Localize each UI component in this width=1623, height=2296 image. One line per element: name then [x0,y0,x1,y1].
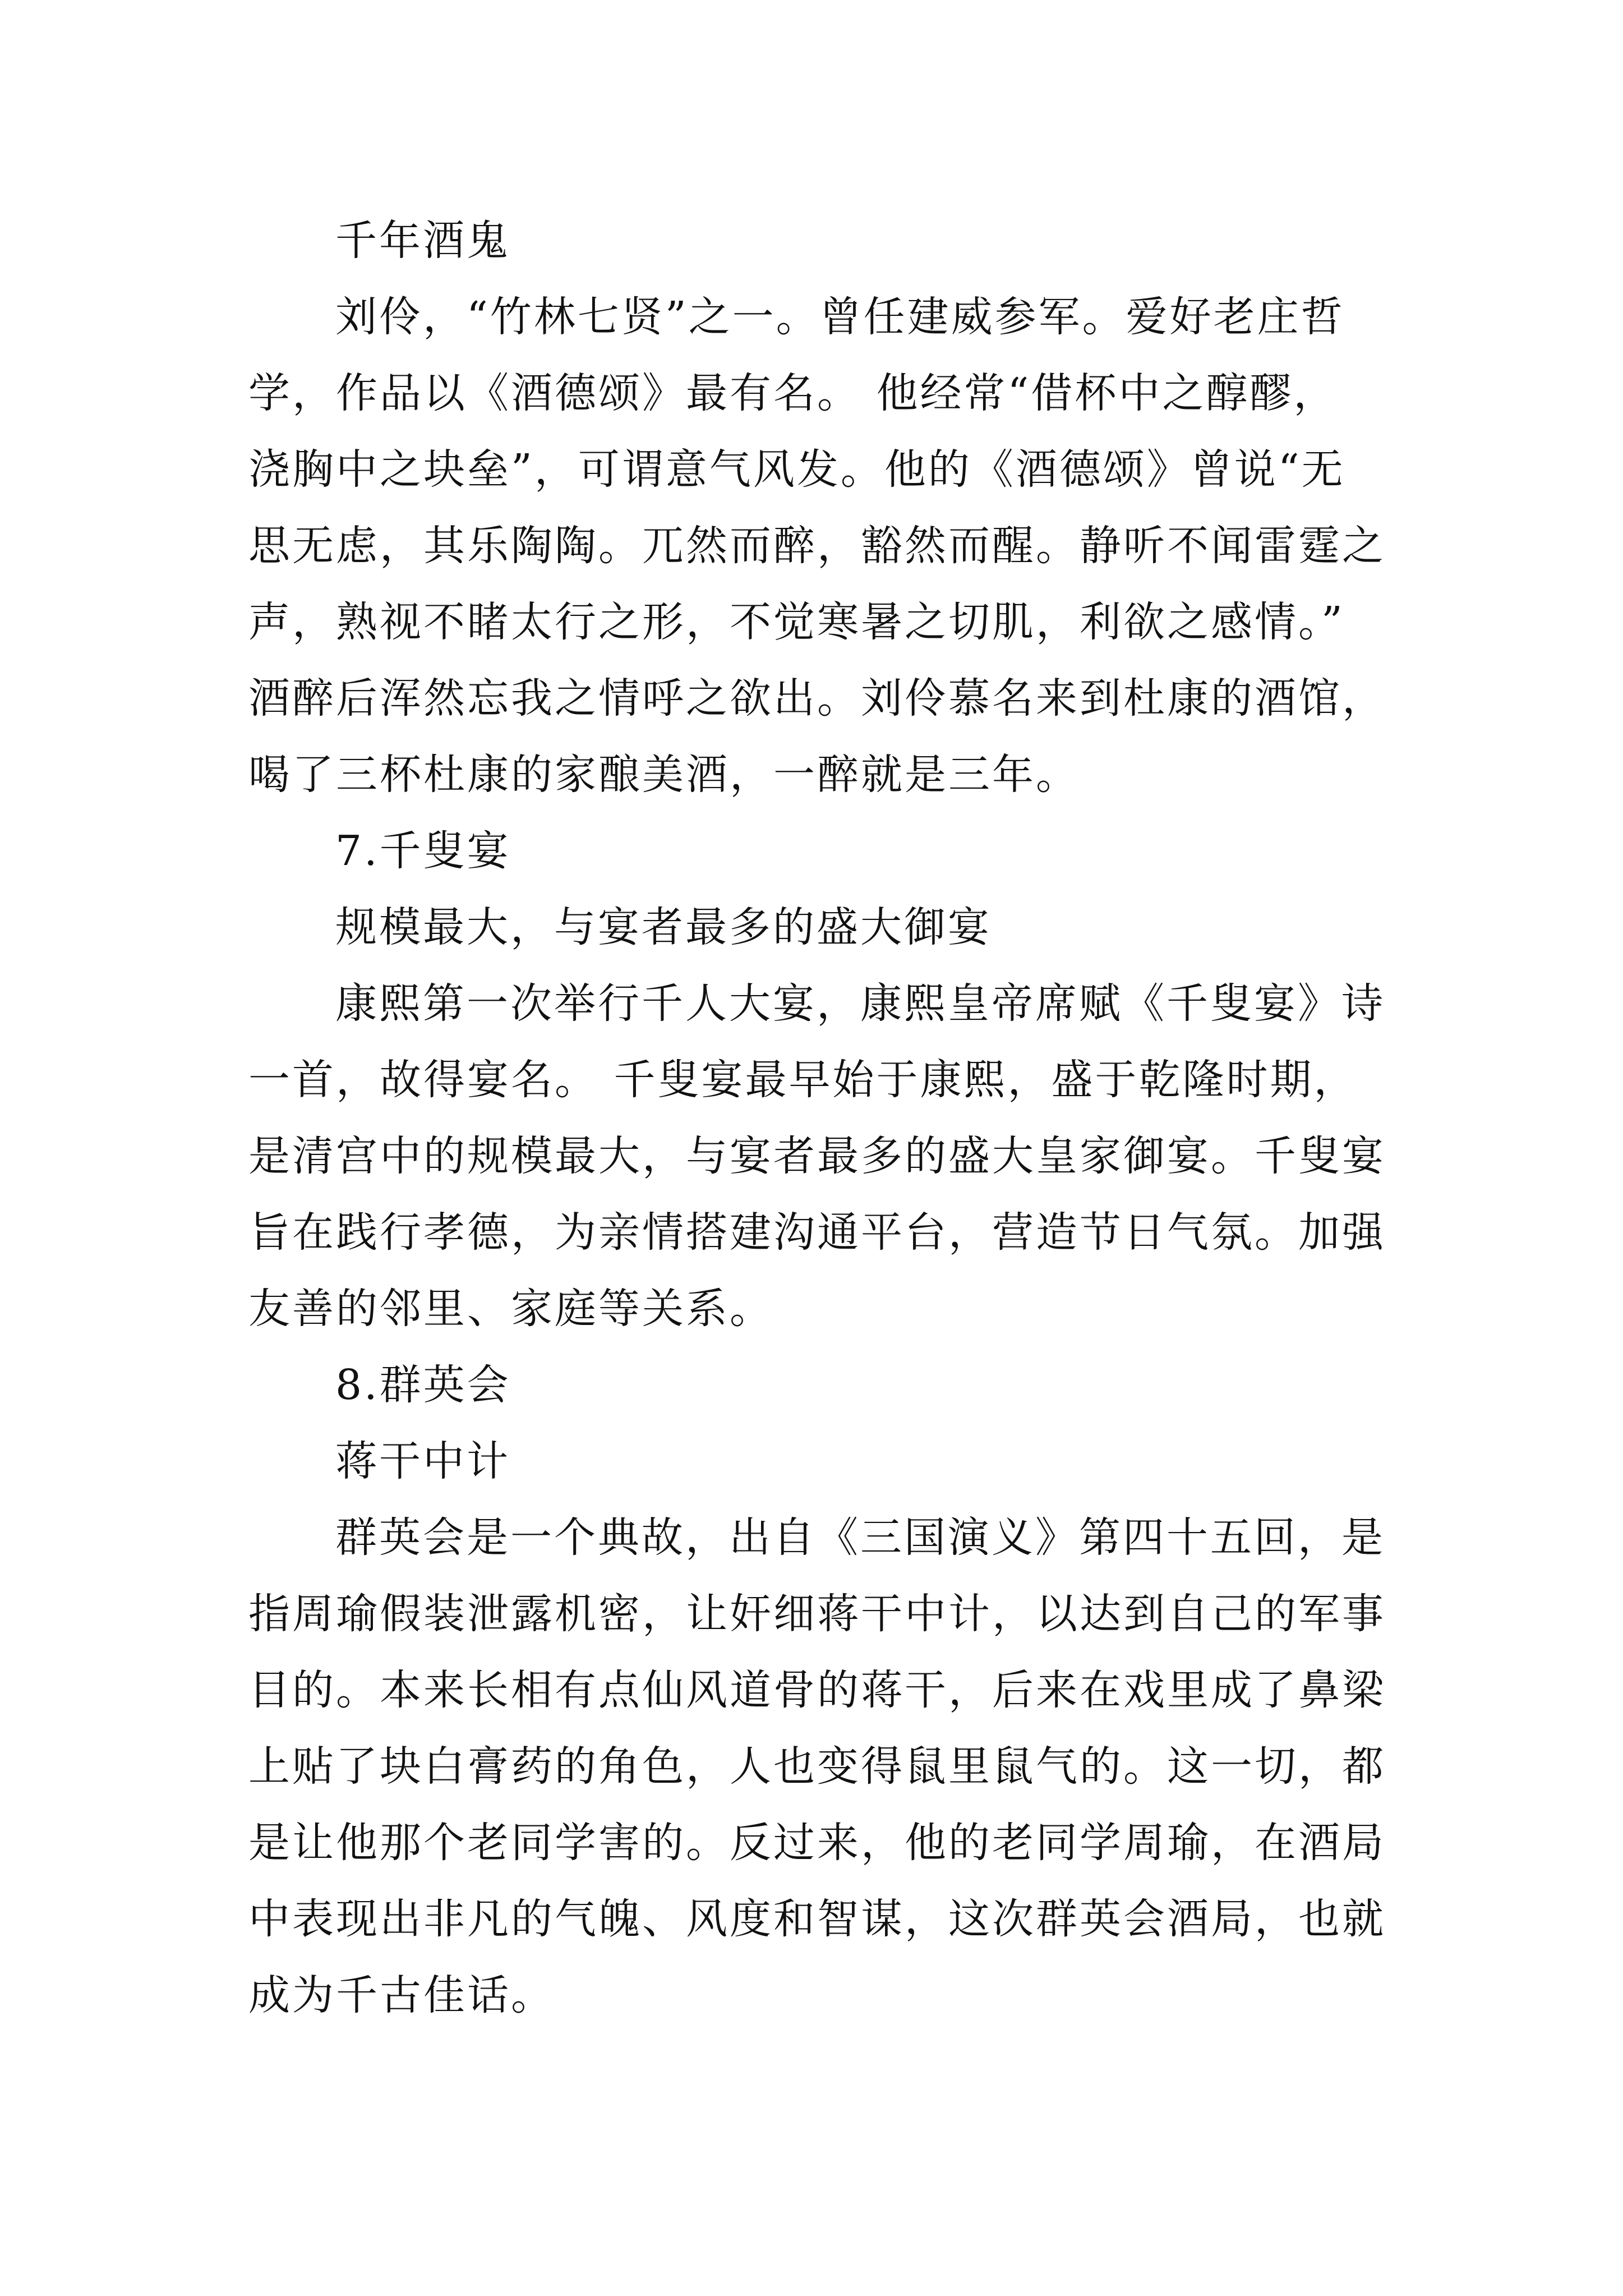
paragraph-line: 康熙第一次举行千人大宴，康熙皇帝席赋《千叟宴》诗 [335,979,1385,1028]
paragraph-line: 目的。本来长相有点仙风道骨的蒋干，后来在戏里成了鼻梁 [248,1666,1386,1714]
section-number-heading: 7.千叟宴 [335,827,511,875]
paragraph-line: 是让他那个老同学害的。反过来，他的老同学周瑜，在酒局 [248,1819,1386,1867]
paragraph-line: 指周瑜假装泄露机密，让奸细蒋干中计，以达到自己的军事 [248,1590,1386,1638]
paragraph-line: 一首，故得宴名。 千叟宴最早始于康熙，盛于乾隆时期， [248,1056,1358,1104]
paragraph-line: 喝了三杯杜康的家酿美酒，一醉就是三年。 [248,751,1080,799]
paragraph-line: 声，熟视不睹太行之形，不觉寒暑之切肌，利欲之感情。” [248,598,1345,646]
paragraph-line: 是清宫中的规模最大，与宴者最多的盛大皇家御宴。千叟宴 [248,1132,1386,1180]
paragraph-line: 成为千古佳话。 [248,1971,555,2019]
section-heading: 千年酒鬼 [335,217,510,265]
paragraph-line: 思无虑，其乐陶陶。兀然而醉，豁然而醒。静听不闻雷霆之 [248,522,1386,570]
paragraph-line: 学，作品以《酒德颂》最有名。 他经常“借杯中之醇醪， [248,369,1338,417]
paragraph-line: 友善的邻里、家庭等关系。 [248,1285,773,1333]
paragraph-line: 刘伶，“竹林七贤”之一。曾任建威参军。爱好老庄哲 [335,293,1345,341]
paragraph-line: 酒醉后浑然忘我之情呼之欲出。刘伶慕名来到杜康的酒馆， [248,674,1386,723]
paragraph-line: 浇胸中之块垒”，可谓意气风发。他的《酒德颂》曾说“无 [248,445,1345,494]
paragraph-line: 中表现出非凡的气魄、风度和智谋，这次群英会酒局，也就 [248,1895,1386,1943]
paragraph-line: 旨在践行孝德，为亲情搭建沟通平台，营造节日气氛。加强 [248,1208,1386,1257]
paragraph-line: 群英会是一个典故，出自《三国演义》第四十五回，是 [335,1513,1385,1562]
section-subheading: 蒋干中计 [335,1437,510,1485]
section-number-heading: 8.群英会 [335,1361,511,1409]
section-subheading: 规模最大，与宴者最多的盛大御宴 [335,903,992,951]
paragraph-line: 上贴了块白膏药的角色，人也变得鼠里鼠气的。这一切，都 [248,1742,1386,1791]
